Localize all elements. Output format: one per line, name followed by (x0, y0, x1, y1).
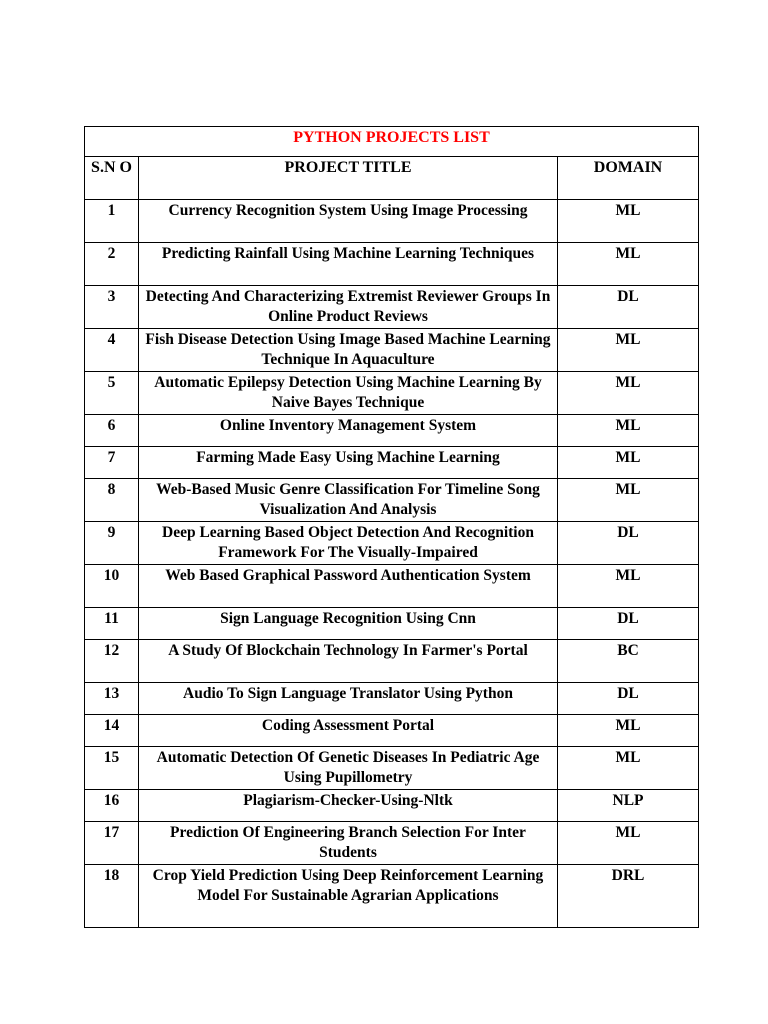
table-row (85, 415, 699, 447)
projects-table (84, 126, 699, 928)
row-domain: DL (558, 286, 699, 329)
table-title-row (85, 127, 699, 157)
row-sno: 17 (85, 822, 139, 865)
row-project-title: Fish Disease Detection Using Image Based Machine Learning Technique In Aquaculture (139, 329, 558, 372)
row-project-title: Crop Yield Prediction Using Deep Reinforcement Learning Model For Sustainable Agrarian Applications (139, 865, 558, 928)
row-domain: ML (558, 479, 699, 522)
row-project-title: A Study Of Blockchain Technology In Farmer's Portal (139, 640, 558, 683)
row-project-title: Web-Based Music Genre Classification For Timeline Song Visualization And Analysis (139, 479, 558, 522)
row-project-title: Sign Language Recognition Using Cnn (139, 608, 558, 640)
table-row (85, 243, 699, 286)
table-row (85, 200, 699, 243)
row-domain: ML (558, 565, 699, 608)
row-domain: ML (558, 372, 699, 415)
row-domain: BC (558, 640, 699, 683)
row-sno: 2 (85, 243, 139, 286)
row-sno: 4 (85, 329, 139, 372)
row-sno: 16 (85, 790, 139, 822)
row-sno: 14 (85, 715, 139, 747)
row-project-title: Predicting Rainfall Using Machine Learning Techniques (139, 243, 558, 286)
table-row (85, 372, 699, 415)
row-project-title: Farming Made Easy Using Machine Learning (139, 447, 558, 479)
table-row (85, 790, 699, 822)
row-sno: 1 (85, 200, 139, 243)
table-row (85, 683, 699, 715)
row-project-title: Coding Assessment Portal (139, 715, 558, 747)
table-row (85, 447, 699, 479)
header-sno: S.N O (85, 157, 139, 200)
header-project-title: PROJECT TITLE (139, 157, 558, 200)
row-project-title: Prediction Of Engineering Branch Selection For Inter Students (139, 822, 558, 865)
row-project-title: Currency Recognition System Using Image Processing (139, 200, 558, 243)
row-project-title: Automatic Detection Of Genetic Diseases In Pediatric Age Using Pupillometry (139, 747, 558, 790)
row-domain: DRL (558, 865, 699, 928)
row-project-title: Audio To Sign Language Translator Using Python (139, 683, 558, 715)
header-domain: DOMAIN (558, 157, 699, 200)
row-domain: ML (558, 415, 699, 447)
table-title: PYTHON PROJECTS LIST (85, 127, 699, 157)
table-row (85, 822, 699, 865)
row-sno: 13 (85, 683, 139, 715)
row-domain: ML (558, 822, 699, 865)
row-sno: 5 (85, 372, 139, 415)
row-domain: ML (558, 329, 699, 372)
row-project-title: Automatic Epilepsy Detection Using Machine Learning By Naive Bayes Technique (139, 372, 558, 415)
row-sno: 7 (85, 447, 139, 479)
row-sno: 6 (85, 415, 139, 447)
row-domain: DL (558, 683, 699, 715)
row-sno: 18 (85, 865, 139, 928)
table-row (85, 608, 699, 640)
row-domain: ML (558, 747, 699, 790)
table-header-row (85, 157, 699, 200)
table-row (85, 286, 699, 329)
row-domain: ML (558, 243, 699, 286)
row-domain: DL (558, 608, 699, 640)
row-domain: NLP (558, 790, 699, 822)
row-project-title: Deep Learning Based Object Detection And Recognition Framework For The Visually-Impaired (139, 522, 558, 565)
table-row (85, 329, 699, 372)
row-domain: ML (558, 715, 699, 747)
row-project-title: Web Based Graphical Password Authentication System (139, 565, 558, 608)
row-sno: 9 (85, 522, 139, 565)
row-sno: 12 (85, 640, 139, 683)
table-row (85, 522, 699, 565)
row-domain: ML (558, 200, 699, 243)
row-project-title: Detecting And Characterizing Extremist Reviewer Groups In Online Product Reviews (139, 286, 558, 329)
row-sno: 15 (85, 747, 139, 790)
table-row (85, 479, 699, 522)
row-sno: 11 (85, 608, 139, 640)
row-sno: 8 (85, 479, 139, 522)
table-row (85, 865, 699, 928)
row-project-title: Plagiarism-Checker-Using-Nltk (139, 790, 558, 822)
row-sno: 10 (85, 565, 139, 608)
table-row (85, 565, 699, 608)
row-domain: ML (558, 447, 699, 479)
table-row (85, 715, 699, 747)
table-row (85, 747, 699, 790)
row-domain: DL (558, 522, 699, 565)
row-sno: 3 (85, 286, 139, 329)
table-row (85, 640, 699, 683)
row-project-title: Online Inventory Management System (139, 415, 558, 447)
